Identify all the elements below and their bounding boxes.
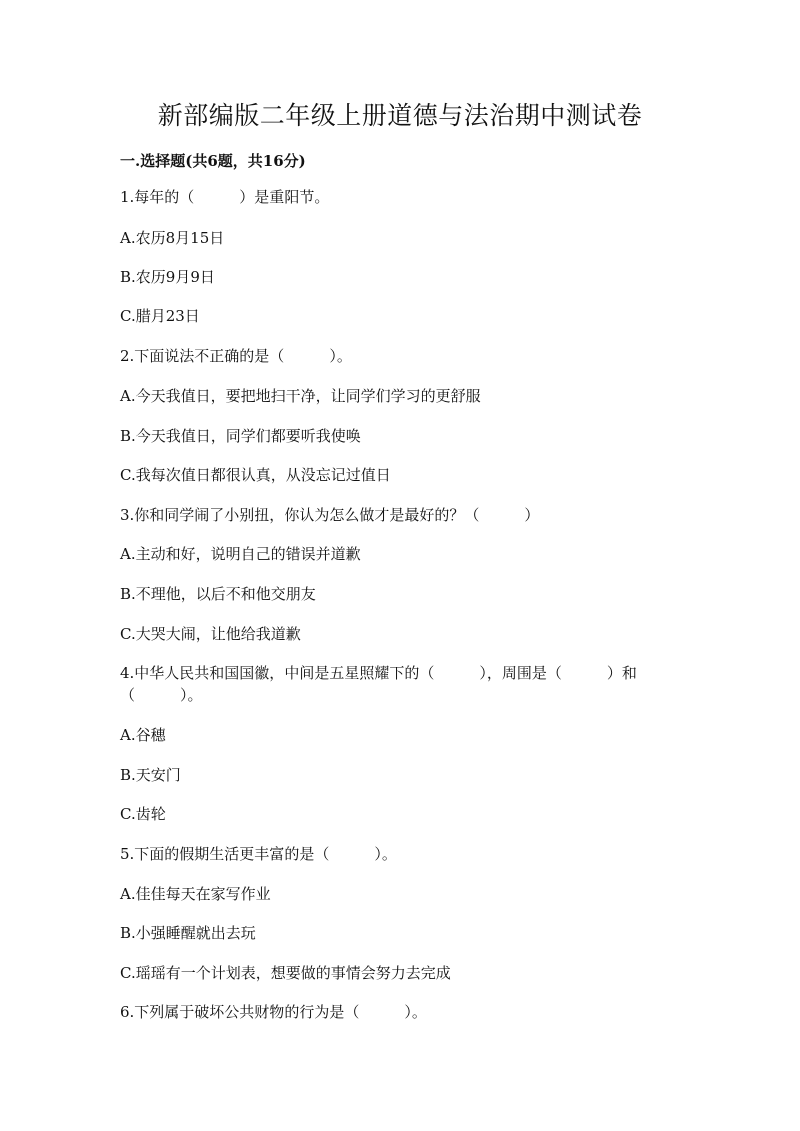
question-4-stem-line-1: 4.中华人民共和国国徽，中间是五星照耀下的（ ），周围是（ ）和 — [120, 664, 637, 682]
section-heading: 一.选择题(共6题，共16分) — [120, 152, 306, 170]
question-2-option-a: A.今天我值日，要把地扫干净，让同学们学习的更舒服 — [120, 387, 481, 405]
question-1-option-b: B.农历9月9日 — [120, 268, 215, 286]
question-5-option-b: B.小强睡醒就出去玩 — [120, 924, 256, 942]
question-4-stem-line-2: （ ）。 — [120, 686, 203, 704]
question-3-option-c: C.大哭大闹，让他给我道歉 — [120, 625, 301, 643]
question-6-stem: 6.下列属于破坏公共财物的行为是（ ）。 — [120, 1003, 427, 1021]
page-title: 新部编版二年级上册道德与法治期中测试卷 — [157, 101, 643, 130]
question-1-stem: 1.每年的（ ）是重阳节。 — [120, 188, 330, 206]
question-2-stem: 2.下面说法不正确的是（ ）。 — [120, 347, 352, 365]
question-3-option-b: B.不理他，以后不和他交朋友 — [120, 585, 316, 603]
question-4-option-b: B.天安门 — [120, 766, 181, 784]
question-5-option-a: A.佳佳每天在家写作业 — [120, 885, 271, 903]
question-2-option-c: C.我每次值日都很认真，从没忘记过值日 — [120, 466, 391, 484]
question-1-option-a: A.农历8月15日 — [120, 229, 225, 247]
question-5-stem: 5.下面的假期生活更丰富的是（ ）。 — [120, 845, 397, 863]
question-3-option-a: A.主动和好，说明自己的错误并道歉 — [120, 545, 361, 563]
question-3-stem: 3.你和同学闹了小别扭，你认为怎么做才是最好的？（ ） — [120, 506, 540, 524]
question-1-option-c: C.腊月23日 — [120, 307, 200, 325]
question-4-option-a: A.谷穗 — [120, 726, 166, 744]
question-5-option-c: C.瑶瑶有一个计划表，想要做的事情会努力去完成 — [120, 964, 451, 982]
question-4-option-c: C.齿轮 — [120, 805, 166, 823]
question-2-option-b: B.今天我值日，同学们都要听我使唤 — [120, 427, 361, 445]
